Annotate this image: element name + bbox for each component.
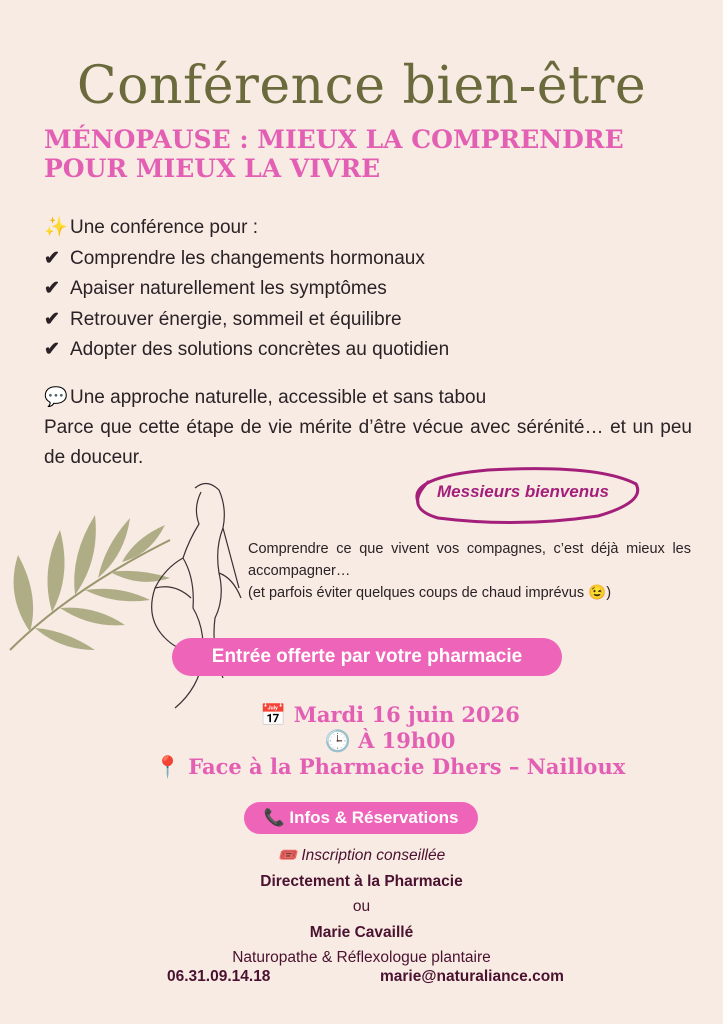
option-pharmacy: Directement à la Pharmacie bbox=[260, 872, 463, 890]
contact-name: Marie Cavaillé bbox=[309, 923, 414, 941]
men-line-1: Comprendre ce que vivent vos compagnes, c’est déjà mieux les accompagner… bbox=[248, 541, 691, 579]
checkmark-icon: ✔ bbox=[44, 247, 60, 269]
approach-section bbox=[44, 383, 692, 473]
event-time: 🕒 À 19h00 bbox=[324, 728, 456, 753]
list-item: ✔ Apaiser naturellement les symptômes bbox=[44, 274, 449, 305]
messieurs-text: Messieurs bienvenus bbox=[437, 482, 609, 501]
or-text: ou bbox=[352, 898, 371, 915]
intro-text: Une conférence pour : bbox=[70, 217, 259, 238]
list-item: ✔ Adopter des solutions concrètes au quotidien bbox=[44, 335, 449, 366]
checkmark-icon: ✔ bbox=[44, 278, 60, 299]
event-details bbox=[150, 702, 630, 780]
approach-text: Parce que cette étape de vie mérite d’être vécue avec sérénité… et un peu de douceur. bbox=[44, 417, 692, 468]
page-subtitle: MÉNOPAUSE : MIEUX LA COMPRENDRE POUR MIEUX LA VIVRE bbox=[44, 125, 624, 183]
list-item: ✔ Retrouver énergie, sommeil et équilibre bbox=[44, 305, 449, 336]
list-item: ✔ Comprendre les changements hormonaux bbox=[44, 244, 449, 275]
infos-badge: 📞 Infos & Réservations bbox=[244, 802, 478, 834]
email-address[interactable]: marie@naturaliance.com bbox=[380, 968, 564, 985]
men-line-2: (et parfois éviter quelques coups de chaud imprévus 😉) bbox=[248, 585, 612, 601]
sparkles-icon: ✨ bbox=[44, 217, 68, 238]
advice-line: 🎟️ Inscription conseillée bbox=[277, 847, 446, 864]
page-title: Conférence bien-être bbox=[76, 56, 647, 116]
benefits-list bbox=[44, 213, 449, 366]
reservation-info bbox=[140, 843, 583, 971]
phone-icon: 📞 bbox=[263, 808, 285, 827]
event-date: 📅 Mardi 16 juin 2026 bbox=[260, 702, 520, 727]
event-place: 📍 Face à la Pharmacie Dhers – Nailloux bbox=[154, 754, 626, 779]
pin-icon: 📍 bbox=[154, 754, 181, 779]
clock-icon: 🕒 bbox=[324, 728, 351, 753]
checkmark-icon: ✔ bbox=[44, 339, 60, 360]
speech-bubble-icon: 💬 bbox=[44, 387, 68, 408]
men-message bbox=[248, 538, 691, 604]
ticket-icon: 🎟️ bbox=[277, 847, 298, 864]
phone-number[interactable]: 06.31.09.14.18 bbox=[167, 968, 271, 985]
contact-role: Naturopathe & Réflexologue plantaire bbox=[232, 949, 491, 966]
messieurs-badge bbox=[398, 462, 648, 528]
approach-headline: 💬 Une approche naturelle, accessible et sans tabou bbox=[44, 383, 692, 413]
calendar-icon: 📅 bbox=[260, 702, 287, 727]
checkmark-icon: ✔ bbox=[44, 308, 60, 330]
free-entry-badge: Entrée offerte par votre pharmacie bbox=[172, 638, 562, 676]
woman-line-drawing bbox=[135, 478, 255, 718]
intro-line bbox=[44, 213, 449, 244]
